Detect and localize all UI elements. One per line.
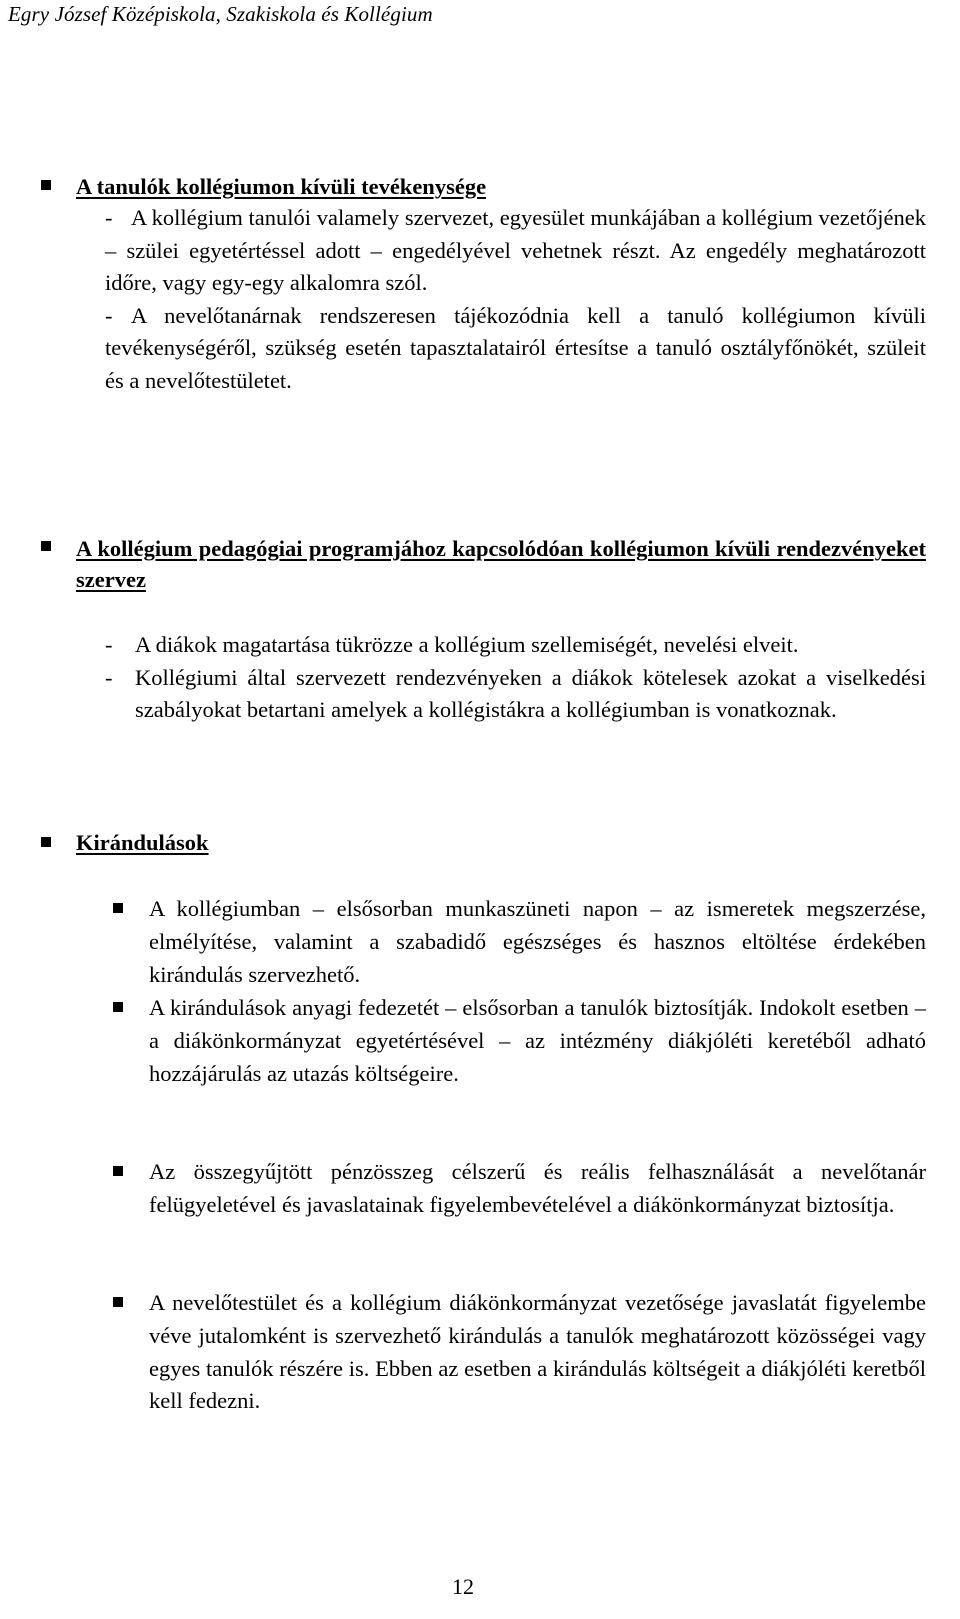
list-item [105,629,926,662]
list-item: A kollégiumban – elsősorban munkaszüneti napon – az ismeretek megszerzése, elmélyítése, valamint a szabadidő egészséges és hasznos eltöltése érdekében kirándulás szervezhető. [149,896,926,987]
section-outside-activities [40,171,926,397]
section-heading: A kollégium pedagógiai programjához kapcsolódóan kollégiumon kívüli rendezvényeket szervez [76,536,926,592]
list-item [105,300,926,398]
list-item [105,202,926,300]
section-events [40,533,926,727]
list-item-text: A diákok magatartása tükrözze a kollégium szellemiségét, nevelési elveit. [135,632,799,657]
dash-marker: - [105,302,113,328]
list-item-text: A nevelőtanárnak rendszeresen tájékozódnia kell a tanuló kollégiumon kívüli tevékenységéről, szükség esetén tapasztalatairól értesítse a tanuló osztályfőnökét, szüleit és a nevelőtestületet. [105,302,926,393]
list-item: Az összegyűjtött pénzösszeg célszerű és reális felhasználását a nevelőtanár felügyeletével és javaslatainak figyelembevételével a diákönkormányzat biztosítja. [149,1159,926,1217]
bullet-square-icon [113,1166,123,1176]
bullet-square-icon [113,1002,123,1012]
list-item-text: Kollégiumi által szervezett rendezvényeken a diákok kötelesek azokat a viselkedési szabályokat betartani amelyek a kollégistákra a kollégiumban is vonatkoznak. [135,664,926,722]
dash-marker: - [105,632,113,657]
dash-marker: - [105,205,113,230]
bullet-square-icon [113,1297,123,1307]
list-item: A kirándulások anyagi fedezetét – elsősorban a tanulók biztosítják. Indokolt esetben – a diákönkormányzat egyetértésével – az intézmény diákjóléti keretéből adható hozzájárulás az utazás költségeire. [149,995,926,1086]
bullet-square-icon [113,903,123,913]
list-item: A nevelőtestület és a kollégium diákönkormányzat vezetősége javaslatát figyelembe véve jutalomként is szervezhető kirándulás a tanulók meghatározott közösségei vagy egyes tanulók részére is. Ebben az esetben a kirándulás költségeit a diákjóléti keretből kell fedezni. [149,1290,926,1414]
page-number: 12 [452,1574,474,1599]
page-header: Egry József Középiskola, Szakiskola és Kollégium [8,2,433,26]
list-item [105,662,926,727]
section-heading: Kirándulások [76,830,209,855]
list-item-text: A kollégium tanulói valamely szervezet, egyesület munkájában a kollégium vezetőjének – szülei egyetértéssel adott – engedélyével vehetnek részt. Az engedély meghatározott időre, vagy egy-egy alkalomra szól. [105,205,926,295]
section-excursions [40,827,926,858]
dash-marker: - [105,664,113,690]
section-heading: A tanulók kollégiumon kívüli tevékenysége [76,174,487,199]
